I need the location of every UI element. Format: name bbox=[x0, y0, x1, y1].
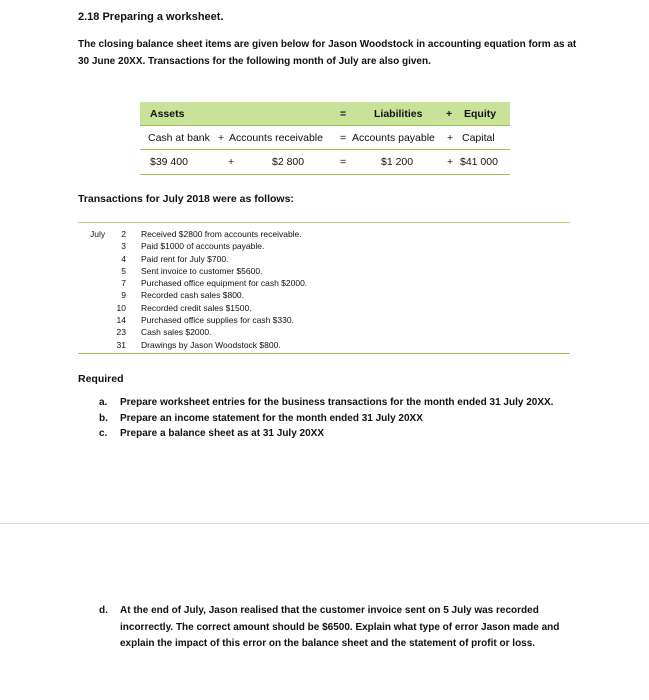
transaction-text: Paid rent for July $700. bbox=[141, 253, 229, 264]
header-equity: Equity bbox=[464, 108, 497, 120]
value-plus-1: + bbox=[228, 156, 235, 168]
item-cash: Cash at bank bbox=[148, 132, 210, 144]
required-item-text: Prepare worksheet entries for the business transactions for the month ended 31 July 20XX. bbox=[120, 397, 554, 408]
transaction-day: 31 bbox=[116, 339, 126, 350]
value-plus-2: + bbox=[447, 156, 454, 168]
transaction-text: Drawings by Jason Woodstock $800. bbox=[141, 339, 281, 350]
required-title: Required bbox=[78, 373, 124, 385]
transaction-day: 7 bbox=[121, 278, 126, 289]
value-cash: $39 400 bbox=[150, 156, 188, 168]
required-item-letter: b. bbox=[99, 412, 108, 424]
header-liabilities: Liabilities bbox=[374, 108, 423, 120]
transaction-text: Purchased office supplies for cash $330. bbox=[141, 315, 294, 326]
part-d-text: At the end of July, Jason realised that the customer invoice sent on 5 July was recorded incorrectly. The correct amount should be $6500. Explain what type of error Jason made and explain the impact of this error on the balance sheet and the statement of profit or loss. bbox=[120, 605, 560, 649]
equation-divider-1 bbox=[140, 125, 510, 126]
item-receivable: Accounts receivable bbox=[229, 132, 323, 144]
transaction-text: Received $2800 from accounts receivable. bbox=[141, 229, 302, 239]
accounting-equation-table bbox=[140, 102, 510, 177]
transactions-top-rule bbox=[78, 222, 570, 223]
transaction-day: 10 bbox=[116, 302, 126, 313]
header-equals: = bbox=[340, 108, 347, 120]
equation-header-band bbox=[140, 102, 510, 125]
transactions-title: Transactions for July 2018 were as follows: bbox=[78, 193, 294, 205]
transaction-day: 2 bbox=[121, 229, 126, 239]
transaction-day: 4 bbox=[121, 253, 126, 264]
transaction-text: Purchased office equipment for cash $2000. bbox=[141, 278, 308, 289]
item-payable: Accounts payable bbox=[352, 132, 435, 144]
exercise-heading: 2.18 Preparing a worksheet. bbox=[78, 11, 224, 23]
item-plus-1: + bbox=[218, 132, 225, 144]
header-assets: Assets bbox=[150, 108, 185, 120]
required-item-letter: c. bbox=[99, 428, 108, 439]
required-item-text: Prepare a balance sheet as at 31 July 20XX bbox=[120, 428, 325, 439]
transaction-text: Sent invoice to customer $5600. bbox=[141, 265, 263, 276]
transaction-day: 14 bbox=[116, 315, 126, 326]
transaction-text: Recorded credit sales $1500. bbox=[141, 302, 252, 313]
transaction-text: Cash sales $2000. bbox=[141, 327, 212, 338]
value-equals: = bbox=[340, 156, 347, 168]
value-payable: $1 200 bbox=[381, 156, 414, 168]
transaction-month: July bbox=[90, 229, 106, 239]
item-equals: = bbox=[340, 132, 347, 144]
transaction-day: 3 bbox=[121, 241, 126, 252]
required-item-text: Prepare an income statement for the month ended 31 July 20XX bbox=[120, 412, 423, 424]
item-capital: Capital bbox=[462, 132, 495, 144]
page-break-divider bbox=[0, 523, 649, 524]
transaction-day: 5 bbox=[121, 265, 126, 276]
transaction-day: 9 bbox=[121, 290, 126, 301]
item-plus-2: + bbox=[447, 132, 454, 144]
required-item-letter: a. bbox=[99, 397, 108, 408]
value-receivable: $2 800 bbox=[272, 156, 305, 168]
transactions-bottom-rule bbox=[78, 353, 570, 354]
equation-divider-3 bbox=[140, 174, 510, 175]
equation-divider-2 bbox=[140, 149, 510, 150]
transaction-text: Recorded cash sales $800. bbox=[141, 290, 245, 301]
intro-paragraph: The closing balance sheet items are given below for Jason Woodstock in accounting equation form as at 30 June 20XX. Transactions for the following month of July are also given. bbox=[78, 39, 577, 67]
value-capital: $41 000 bbox=[460, 156, 498, 168]
part-d-letter: d. bbox=[99, 605, 108, 616]
transaction-day: 23 bbox=[116, 327, 126, 338]
header-plus: + bbox=[446, 108, 453, 120]
transaction-text: Paid $1000 of accounts payable. bbox=[141, 241, 265, 252]
